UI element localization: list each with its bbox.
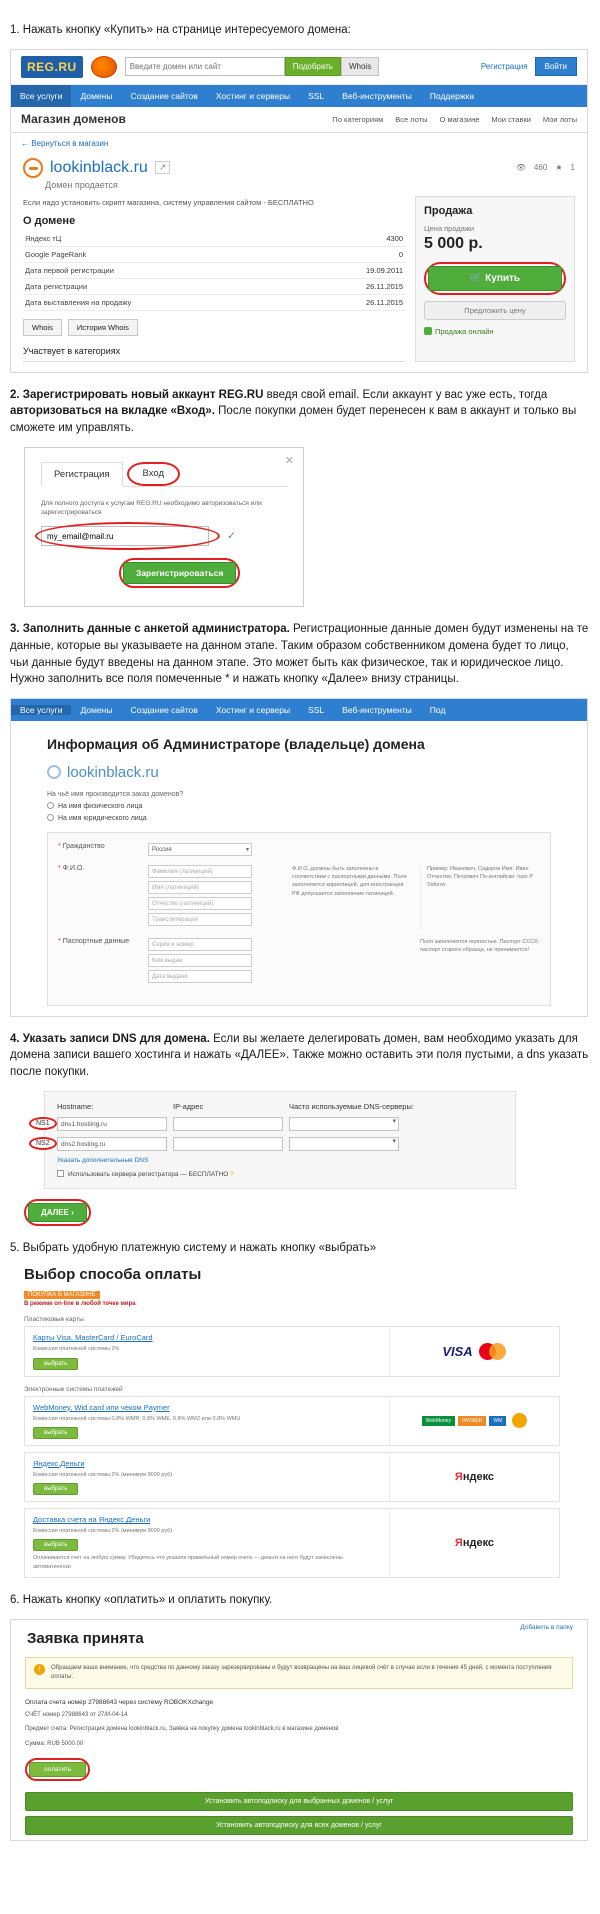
ns1-ip-field[interactable] (173, 1117, 283, 1131)
payment-method-row (24, 1326, 560, 1376)
label-fio-text: Ф.И.О. (62, 864, 85, 872)
order-subject: Предмет счета: Регистрация домена lookinblack.ru, Заявка на покупку домена lookinblack.ru в магазине доменов (25, 1726, 339, 1733)
ns1-hostname-field[interactable]: dns1.hostiing.ru (57, 1117, 167, 1131)
add-dns-link[interactable]: Указать дополнительные DNS (57, 1156, 149, 1164)
passport-date-field[interactable]: Дата выдачи (148, 970, 252, 983)
ns2-badge: NS2 (29, 1137, 57, 1150)
shop-subheader (11, 107, 587, 133)
add-to-folder-link[interactable]: Добавить в папку (520, 1623, 573, 1631)
pick-domain-button[interactable]: Подобрать (285, 57, 341, 76)
categories-title: Участвует в категориях (23, 346, 405, 362)
passport-hint: Поля заполняются полностью. Паспорт СССР, паспорт старого образца, не принимается! (420, 938, 539, 954)
screenshot-order-accepted (10, 1619, 588, 1842)
account-links (481, 57, 577, 76)
method-logos (389, 1453, 559, 1501)
form-domain-row (11, 754, 587, 785)
tab-login[interactable]: Вход (127, 462, 181, 486)
nav-item-support-2[interactable]: Под (429, 704, 446, 715)
online-sale-badge (424, 327, 566, 336)
step-2-plain-b: После покупки домен будет перенесен к вам в аккаунт и только вы сможете им управлять. (10, 405, 577, 435)
whois-history-button[interactable]: История Whois (68, 319, 138, 336)
order-alert (25, 1657, 573, 1689)
screenshot-dns (10, 1091, 588, 1226)
check-icon (424, 327, 432, 335)
row-value: 0 (301, 246, 405, 262)
buy-label: Купить (485, 272, 521, 284)
eye-icon: 👁 (515, 163, 527, 173)
next-highlight (24, 1199, 91, 1226)
nav-item-webtools[interactable]: Веб-инструменты (342, 90, 412, 101)
nav-item-hosting[interactable]: Хостинг и серверы (215, 90, 291, 101)
ns1-preset-select[interactable] (289, 1117, 399, 1131)
order-title: Заявка принята (27, 1629, 144, 1647)
domain-name[interactable]: lookinblack.ru (50, 158, 148, 176)
regru-logo[interactable] (21, 56, 83, 78)
field-row-fio (58, 865, 540, 929)
domain-info-table (23, 231, 405, 311)
citizenship-hint (420, 843, 540, 856)
step-3-text (10, 621, 590, 688)
dns-col-frequent: Часто используемые DNS-серверы: (289, 1101, 414, 1111)
row-value: 4300 (301, 231, 405, 247)
domain-stats (516, 163, 575, 172)
autorenew-selected-button[interactable]: Установить автоподписку для выбранных доменов / услуг (25, 1792, 573, 1811)
form-domain-name: lookinblack.ru (67, 763, 159, 781)
form-page-title: Информация об Администраторе (владельце) домена (47, 735, 425, 752)
form-question: На чьё имя производится заказ доменов? (47, 790, 184, 798)
method-logos (389, 1397, 559, 1445)
wid-card-icon (512, 1413, 527, 1428)
method-info (25, 1397, 389, 1445)
method-name[interactable]: WebMoney, Wid card или чеком Paymer (33, 1402, 170, 1412)
payment-page-title: Выбор способа оплаты (24, 1266, 202, 1284)
pay-highlight (25, 1758, 90, 1781)
radio-company-label: На имя юридического лица (58, 814, 147, 822)
label-passport-text: Паспортные данные (62, 937, 130, 945)
pay-button[interactable]: оплатить (29, 1762, 86, 1777)
fav-count: 1 (570, 163, 575, 173)
search-input[interactable] (125, 57, 285, 76)
citizenship-select[interactable]: Россия ▾ (148, 843, 252, 856)
shop-tabs (332, 115, 577, 124)
nav-item-webtools-2[interactable]: Веб-инструменты (342, 704, 412, 715)
row-value: 19.09.2011 (301, 262, 405, 278)
use-registrar-dns-checkbox[interactable] (57, 1170, 503, 1178)
domain-header (11, 154, 587, 178)
login-button[interactable]: Войти (535, 57, 577, 76)
screenshot-admin-form (10, 698, 588, 1017)
search-area (125, 57, 473, 76)
payment-method-row (24, 1508, 560, 1578)
section-emoney: Электронные системы платежей (24, 1385, 123, 1393)
method-commission: Комиссия платежной системы 2% (минимум 9000 руб) (33, 1528, 173, 1535)
visa-icon: VISA (442, 1344, 473, 1360)
table-row (23, 246, 405, 262)
nav-item-hosting-2[interactable]: Хостинг и серверы (215, 704, 291, 715)
table-row (23, 231, 405, 247)
radio-company[interactable] (11, 812, 587, 824)
badge-shop-purchase: ПОКУПКА В МАГАЗИНЕ (24, 1291, 100, 1299)
radio-individual-label: На имя физического лица (58, 802, 143, 810)
logo-text: REG (27, 59, 55, 74)
ns1-badge: NS1 (29, 1117, 57, 1130)
row-key: Яндекс тЦ (23, 231, 301, 247)
close-icon[interactable]: ✕ (284, 454, 294, 467)
tab-all-lots[interactable]: Все лоты (395, 114, 428, 124)
screenshot-registration-modal (24, 447, 304, 608)
section-cards: Пластиковые карты (24, 1316, 84, 1324)
dns-panel (36, 1091, 516, 1189)
nav-item-ssl-2[interactable]: SSL (308, 704, 325, 715)
buy-highlight (424, 262, 566, 295)
label-citizenship: * Гражданство (58, 842, 105, 850)
regru-header (11, 50, 587, 85)
passport-issuer-field[interactable]: Кем выдан (148, 954, 252, 967)
dns-col-hostname: Hostname: (57, 1101, 94, 1111)
dns-row-ns1 (36, 1117, 503, 1131)
warning-icon: ! (34, 1664, 45, 1675)
sale-title: Продажа (424, 204, 473, 217)
tab-my-bids[interactable]: Мои ставки (491, 114, 531, 124)
step-3-plain: Регистрационные данные домен будут изменены на те данные, которые вы указываете на данном этапе. Таким образом собственником домена будет то лицо, чьи данные будут введены на данном этапе. Это может быть как физическое, так и юридическое лицо. Нужно заполнить все поля помеченные * и нажать кнопку «Далее» внизу страницы. (10, 623, 589, 686)
nav-item-domains-2[interactable]: Домены (80, 704, 113, 715)
next-button[interactable]: ДАЛЕЕ › (28, 1203, 87, 1222)
method-name[interactable]: Яндекс.Деньги (33, 1458, 85, 1468)
step-4-text (10, 1031, 590, 1081)
checkbox-icon (57, 1170, 64, 1177)
field-row-passport (58, 938, 540, 986)
fio-fields (148, 865, 284, 929)
email-row (41, 526, 287, 546)
method-commission: Комиссия платежной системы 2% (33, 1346, 120, 1353)
domain-globe-icon (23, 158, 43, 178)
screenshot-domain-page (10, 49, 588, 373)
cart-icon: 🛒 (469, 272, 483, 284)
passport-fields (148, 938, 412, 986)
help-icon[interactable]: ? (230, 1170, 234, 1178)
nav-item-all-services-2[interactable]: Все услуги (11, 705, 71, 715)
dns-col-ip: IP-адрес (173, 1101, 204, 1111)
method-logos (389, 1509, 559, 1577)
domain-state: Домен продается (45, 179, 118, 190)
domain-body (11, 196, 587, 372)
form-nav (11, 699, 587, 721)
nav-item-sites-2[interactable]: Создание сайтов (130, 704, 198, 715)
step-6-text: 6. Нажать кнопку «оплатить» и оплатить покупку. (10, 1593, 273, 1606)
select-method-button[interactable]: выбрать (33, 1358, 78, 1370)
star-icon: ★ (555, 163, 563, 173)
register-submit-button[interactable]: Зарегистрироваться (123, 562, 236, 584)
price-label: Цена продажи (424, 223, 475, 233)
nav-item-ssl[interactable]: SSL (308, 90, 325, 101)
select-method-button[interactable]: выбрать (33, 1539, 78, 1551)
mascot-icon (91, 56, 117, 78)
method-commission: Комиссия платежной системы 2% (минимум 9000 руб) (33, 1471, 173, 1478)
fio-hint: Ф.И.О. должны быть заполнены в соответствии с паспортными данными. Поля заполняются кириллицей, для иностранцев РФ допускается заполнение латиницей. (292, 865, 407, 897)
logo-accent: .RU (54, 59, 77, 74)
row-key: Дата выставления на продажу (23, 294, 301, 310)
view-count: 460 (534, 163, 548, 173)
whois-button[interactable]: Whois (341, 57, 379, 76)
badge-online: В режиме on-line в любой точке мира (24, 1301, 136, 1308)
row-value: 26.11.2015 (301, 278, 405, 294)
ns2-preset-select[interactable] (289, 1137, 399, 1151)
modal-description: Для полного доступа к услугам REG.RU необходимо авторизоваться или зарегистрироваться (41, 499, 262, 517)
about-domain-title: О домене (23, 214, 76, 227)
citizenship-field-wrap (148, 843, 412, 856)
buy-button[interactable] (428, 266, 562, 291)
whois-button-2[interactable]: Whois (23, 319, 62, 336)
back-to-shop-link[interactable]: ← Вернуться в магазин (21, 138, 109, 148)
domain-globe-icon-2 (47, 765, 61, 779)
translit-field[interactable]: Транслитерация (148, 913, 252, 926)
step-2-plain-a: введя свой email. Если аккаунт у вас уже есть, тогда (263, 388, 548, 401)
domain-note: Если надо установить скрипт магазина, систему управления сайтом - БЕСПЛАТНО (23, 197, 314, 207)
modal-tabs (41, 462, 287, 487)
main-nav (11, 85, 587, 107)
order-amount: Сумма: RUB 5000.00 (25, 1740, 84, 1747)
tab-registration[interactable]: Регистрация (41, 462, 123, 487)
method-info (25, 1453, 389, 1501)
external-link-icon[interactable]: ↗ (155, 161, 171, 174)
email-highlight (35, 522, 220, 550)
step-5-text: 5. Выбрать удобную платежную систему и нажать кнопку «выбрать» (10, 1241, 377, 1254)
table-row (23, 262, 405, 278)
screenshot-payment (10, 1266, 588, 1578)
method-commission: Комиссия платежной системы 0.8% WMR, 0.8% WME, 0.8% WMZ или 0.8% WMU (33, 1415, 241, 1422)
payment-badges (24, 1291, 588, 1307)
firstname-field[interactable]: Имя (латиницей) (148, 881, 252, 894)
yandex-icon: Яндекс (454, 1537, 495, 1550)
method-logos (389, 1327, 559, 1375)
price-value: 5 000 р. (424, 234, 483, 252)
tab-by-category[interactable]: По категориям (332, 114, 384, 124)
step-2-bold-a: 2. Зарегистрировать новый аккаунт REG.RU (10, 388, 264, 401)
step-4-plain: Если вы желаете делегировать домен, вам необходимо указать для домена записи вашего хостинга и нажать «ДАЛЕЕ». Также можно оставить эти поля пустыми, а dns указать после покупки. (10, 1032, 589, 1079)
select-method-button[interactable]: выбрать (33, 1483, 78, 1495)
label-fio: * Ф.И.О. (58, 864, 85, 872)
step-1-text: 1. Нажать кнопку «Купить» на странице интересуемого домена: (10, 24, 351, 36)
step-2-bold-b: авторизоваться на вкладке «Вход». (10, 405, 215, 418)
payment-method-row (24, 1452, 560, 1502)
whois-buttons (23, 319, 405, 336)
row-key: Google PageRank (23, 246, 301, 262)
nav-item-domains[interactable]: Домены (80, 90, 113, 101)
nav-item-all-services[interactable]: Все услуги (11, 85, 71, 107)
dns-header-row (57, 1102, 503, 1111)
submit-highlight (119, 558, 240, 588)
table-row (23, 294, 405, 310)
ns2-hostname-field[interactable]: dns2.hosting.ru (57, 1137, 167, 1151)
yandex-icon: Яндекс (454, 1471, 495, 1484)
checkbox-label: Использовать сервера регистратора — БЕСПЛАТНО (68, 1170, 229, 1178)
autorenew-all-button[interactable]: Установить автоподписку для всех доменов / услуг (25, 1816, 573, 1835)
method-name[interactable]: Карты Visa, MasterCard / EuroCard (33, 1333, 153, 1343)
online-label: Продажа онлайн (435, 326, 494, 336)
radio-individual[interactable] (11, 800, 587, 812)
sale-panel (415, 196, 575, 362)
method-info (25, 1509, 389, 1577)
order-invoice-number: СЧЁТ номер 27988643 от 27/И-04-14 (25, 1711, 128, 1718)
method-info (25, 1327, 389, 1375)
step-4-bold: 4. Указать записи DNS для домена. (10, 1032, 210, 1045)
nav-item-sites[interactable]: Создание сайтов (130, 90, 198, 101)
row-key: Дата регистрации (23, 278, 301, 294)
tab-about-shop[interactable]: О магазине (439, 114, 480, 124)
nav-item-support[interactable]: Поддержка (429, 90, 475, 101)
row-value: 26.11.2015 (301, 294, 405, 310)
form-fields-panel (47, 832, 551, 1006)
dns-row-ns2 (36, 1137, 503, 1151)
register-link[interactable]: Регистрация (480, 62, 528, 72)
row-key: Дата первой регистрации (23, 262, 301, 278)
step-2-text (10, 387, 590, 437)
passport-series-field[interactable]: Серия и номер (148, 938, 252, 951)
ns2-ip-field[interactable] (173, 1137, 283, 1151)
mastercard-icon (479, 1343, 507, 1360)
order-section-title: Оплата счета номер 27988643 через систему ROBOKXchange (25, 1698, 214, 1706)
label-passport: * Паспортные данные (58, 937, 130, 945)
method-note: Оплачивается счет на любую сумму. Убедитесь что указали правильный номер счета — деньги на него будут зачислены автоматически (33, 1555, 343, 1570)
radio-icon (47, 802, 54, 809)
webmoney-icon: WebMoney PAYMER WM (422, 1416, 506, 1426)
radio-icon (47, 814, 54, 821)
table-row (23, 278, 405, 294)
lastname-field[interactable]: Фамилия (латиницей) (148, 865, 252, 878)
field-row-citizenship (58, 843, 540, 856)
label-citizenship-text: Гражданство (62, 842, 105, 850)
step-3-bold: 3. Заполнить данные с анкетой администратора. (10, 623, 290, 636)
modal-body (25, 448, 303, 607)
middlename-field[interactable]: Отчество (латиницей) (148, 897, 252, 910)
offer-price-button[interactable]: Предложить цену (424, 301, 566, 320)
select-method-button[interactable]: выбрать (33, 1427, 78, 1439)
valid-check-icon: ✓ (227, 530, 237, 543)
order-alert-text: Обращаем ваше внимание, что средства по данному заказу зарезервированы и будут возвращены на ваш лицевой счёт в случае если в течение 45 дней, с момента поступления оплаты. (51, 1664, 552, 1680)
domain-info-column (23, 196, 405, 362)
shop-title: Магазин доменов (21, 112, 126, 127)
method-name[interactable]: Доставка счета на Яндекс.Деньги (33, 1515, 151, 1525)
fio-example-hint: Пример: Иванович, Сидоров Имя: Иван Отчество: Петрович По-английски: Ivan P Sidorov (420, 865, 540, 929)
payment-method-row (24, 1396, 560, 1446)
tab-my-lots[interactable]: Мои лоты (542, 114, 577, 124)
